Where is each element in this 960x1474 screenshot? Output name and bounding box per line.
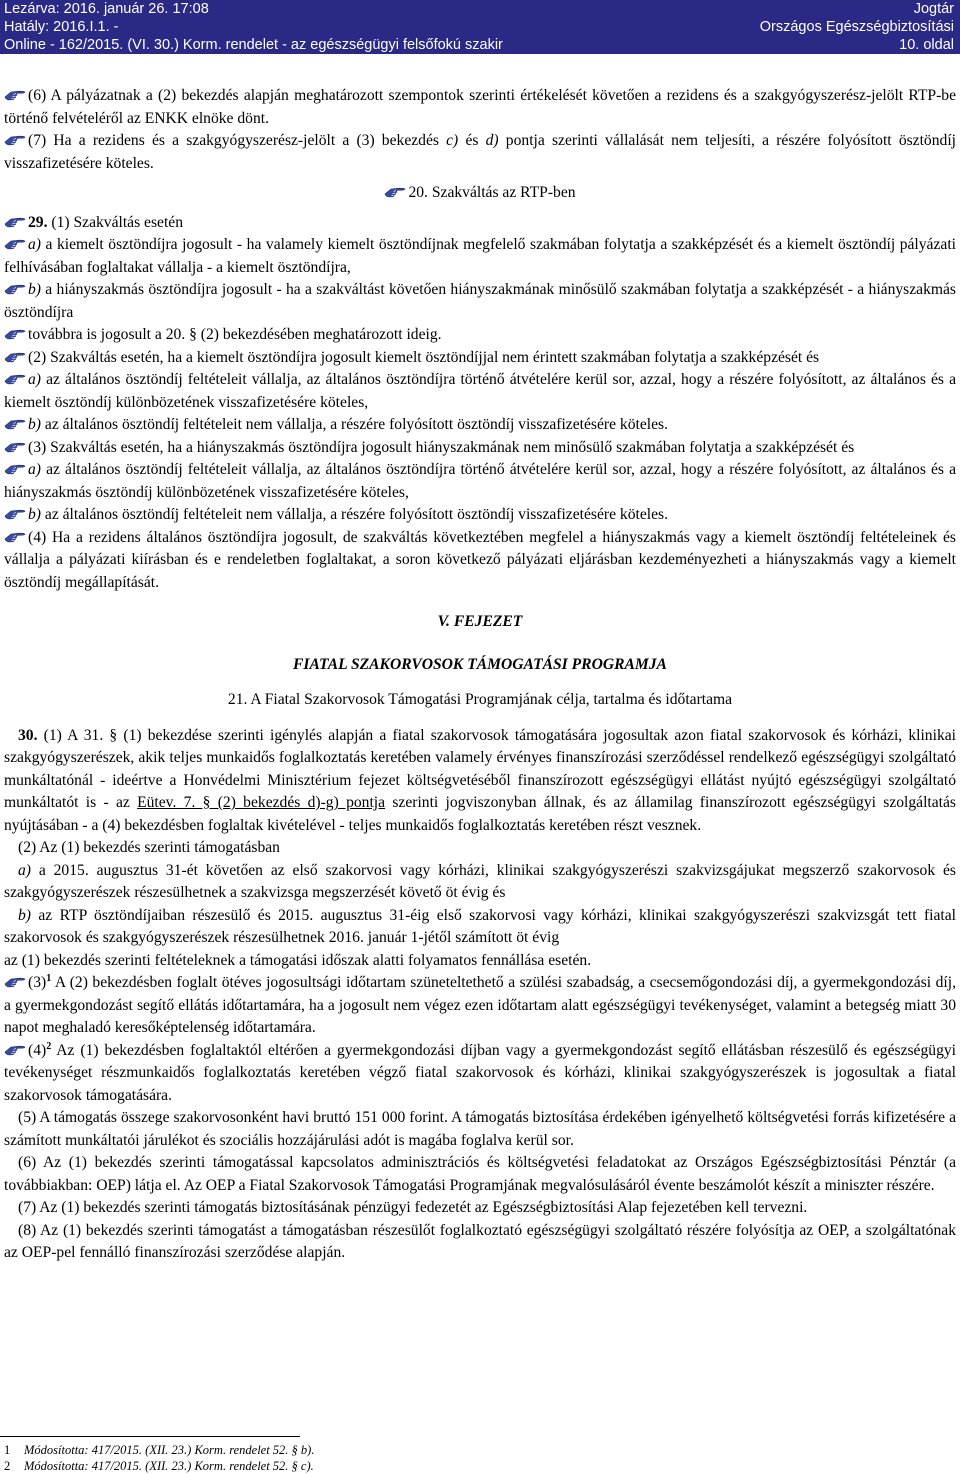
section-29-2-b: b) az általános ösztöndíj feltételeit nem vállalja, a részére folyósított ösztöndíj visszafizetésére köteles.: [4, 414, 956, 437]
paragraph-28-7: (7) Ha a rezidens és a szakgyógyszerész-jelölt a (3) bekezdés c) és d) pontja szerinti vállalását nem teljesíti, a részére folyósított ösztöndíj visszafizetésére köteles.: [4, 132, 956, 172]
chapter-number: V. FEJEZET: [437, 613, 523, 630]
section-30-2: (2) Az (1) bekezdés szerinti támogatásban: [18, 839, 280, 856]
footnote-1: 1 Módosította: 417/2015. (XII. 23.) Korm. rendelet 52. § b).: [4, 1443, 315, 1457]
brand-label: Jogtár: [913, 1, 954, 17]
section-30-5: (5) A támogatás összege szakorvosonként havi bruttó 151 000 forint. A támogatás biztosítása érdekében igényelhető költségvetési forrás kifizetésére a számított munkáltatói járulékot és szociális hozzájárulási adót is magába foglalva kerül sor.: [4, 1109, 956, 1149]
section-20-title: 20. Szakváltás az RTP-ben: [4, 182, 956, 205]
law-reference-link[interactable]: Eütev. 7. § (2) bekezdés d)-g) pontja: [137, 794, 386, 811]
page-number: 10. oldal: [899, 37, 954, 53]
pointing-hand-icon[interactable]: [4, 440, 26, 453]
pointing-hand-icon[interactable]: [4, 372, 26, 385]
pointing-hand-icon[interactable]: [4, 975, 26, 988]
effective-date: Hatály: 2016.I.1. -: [4, 19, 119, 35]
section-21-title: 21. A Fiatal Szakorvosok Támogatási Programjának célja, tartalma és időtartama: [227, 691, 733, 708]
paragraph-28-6: (6) A pályázatnak a (2) bekezdés alapján meghatározott szempontok szerinti értékelését követően a rezidens és a szakgyógyszerész-jelölt RTP-be történő felvételéről az ENKK elnöke dönt.: [4, 87, 956, 127]
section-29-1-tail: továbbra is jogosult a 20. § (2) bekezdésében meghatározott ideig.: [4, 324, 956, 347]
footnote-ref-1[interactable]: 1: [46, 972, 52, 984]
pointing-hand-icon[interactable]: [4, 417, 26, 430]
section-30-8: (8) Az (1) bekezdés szerinti támogatást a támogatásban részesülőt foglalkoztató egészségügyi szolgáltató részére folyósítja az OEP, a szolgáltatónak az OEP-pel fennálló finanszírozási szerződése alapján.: [4, 1221, 956, 1261]
pointing-hand-icon[interactable]: [4, 215, 26, 228]
pointing-hand-icon[interactable]: [4, 350, 26, 363]
footnote-2: 2 Módosította: 417/2015. (XII. 23.) Korm. rendelet 52. § c).: [4, 1459, 314, 1473]
pointing-hand-icon[interactable]: [4, 530, 26, 543]
pointing-hand-icon[interactable]: [4, 88, 26, 101]
section-29-2: (2) Szakváltás esetén, ha a kiemelt ösztöndíjra jogosult kiemelt ösztöndíjjal nem érintett szakmában folytatja a szakképzését és: [4, 347, 956, 370]
closed-date: Lezárva: 2016. január 26. 17:08: [4, 1, 209, 17]
section-29-3-b: b) az általános ösztöndíj feltételeit nem vállalja, a részére folyósított ösztöndíj visszafizetésére köteles.: [4, 504, 956, 527]
section-30-2-a: a) a 2015. augusztus 31-ét követően az első szakorvosi vagy kórházi, klinikai szakgyógyszerészi szakvizsgájukat megszerző szakorvosok és szakgyógyszerészek részesülhetnek a szakvizsga megszerzését követő öt évig és: [4, 861, 956, 901]
pointing-hand-icon[interactable]: [4, 327, 26, 340]
section-30-2-b: b) az RTP ösztöndíjaiban részesülő és 2015. augusztus 31-éig első szakorvosi vagy kórházi, klinikai szakgyógyszerészi szakvizsgát tett fiatal szakorvosok és szakgyógyszerészek részesülhetnek 2016. január 1-jétől számított öt évig: [4, 906, 956, 946]
chapter-title: FIATAL SZAKORVOSOK TÁMOGATÁSI PROGRAMJA: [293, 655, 667, 673]
section-29-4: (4) Ha a rezidens általános ösztöndíjra jogosult, de szakváltás következtében megfelel a hiányszakmás vagy a kiemelt ösztöndíj feltételeinek és vállalja a pályázati kiírásban és e rendeletben foglaltakat, a soron következő pályázati eljárásban kezdeményezheti a hiányszakmás vagy a kiemelt ösztöndíj megállapítását.: [4, 528, 956, 591]
pointing-hand-icon[interactable]: [4, 1043, 26, 1056]
pointing-hand-icon[interactable]: [4, 282, 26, 295]
section-30-2-tail: az (1) bekezdés szerinti feltételeknek a támogatási időszak alatti folyamatos fennállása esetén.: [4, 951, 592, 969]
footnote-divider: [0, 1436, 300, 1437]
section-29-3-a: a) az általános ösztöndíj feltételeit vállalja, az általános ösztöndíjra történő átvételére kerül sor, azzal, hogy a részére folyósított, az általános és a hiányszakmás ösztöndíj különbözetének visszafizetésére köteles,: [4, 461, 956, 501]
section-29-2-a: a) az általános ösztöndíj feltételeit vállalja, az általános ösztöndíjra történő átvételére kerül sor, azzal, hogy a részére folyósított, az általános és a kiemelt ösztöndíj különbözetének visszafizetésére köteles,: [4, 371, 956, 411]
office-label: Országos Egészségbiztosítási: [759, 19, 954, 35]
page-header: [0, 0, 960, 54]
section-29-1-a: a) a kiemelt ösztöndíjra jogosult - ha valamely kiemelt ösztöndíjnak megfelelő szakmában folytatja a szakképzését és a kiemelt ösztöndíj pályázati felhívásában foglaltakat vállalja - a kiemelt ösztöndíjra,: [4, 236, 956, 276]
section-30-6: (6) Az (1) bekezdés szerinti támogatással kapcsolatos adminisztrációs és költségvetési feladatokat az Országos Egészségbiztosítási Pénztár (a továbbiakban: OEP) látja el. Az OEP a Fiatal Szakorvosok Támogatási Programjának megvalósulásáról évente beszámolót készít a miniszter részére.: [4, 1154, 956, 1194]
source-title: Online - 162/2015. (VI. 30.) Korm. rendelet - az egészségügyi felsőfokú szakir: [4, 37, 503, 53]
section-30-3: $(3)^1$ A (2) bekezdésben foglalt ötéves jogosultsági időtartam szüneteltethető a szülési szabadság, a csecsemőgondozási díj, a gyermekgondozási díj, a gyermekgondozást segítő ellátás időtartamára, ha a jogosult nem végez ezen időtartam alatt egészségügyi tevékenységet, valamint a betegség miatt 30 napot meghaladó keresőképtelenség időtartamára.: [4, 972, 956, 1036]
footnotes: [0, 1442, 960, 1474]
section-29-1: 29. (1) Szakváltás esetén: [4, 212, 956, 235]
pointing-hand-icon[interactable]: [4, 507, 26, 520]
section-30-7: (7) Az (1) bekezdés szerinti támogatás biztosításának pénzügyi fedezetét az Egészségbiztosítási Alap fejezetében kell tervezni.: [18, 1199, 808, 1216]
pointing-hand-icon[interactable]: [384, 185, 406, 198]
section-29-1-b: b) a hiányszakmás ösztöndíjra jogosult - ha a szakváltást követően hiányszakmának minősülő szakmában folytatja a szakképzését - a hiányszakmás ösztöndíjra: [4, 281, 956, 321]
section-30-4: $(4)^2$ Az (1) bekezdésben foglaltaktól eltérően a gyermekgondozási díjban vagy a gyermekgondozást segítő ellátásban részesülő és egészségügyi tevékenységet részmunkaidős foglalkoztatás keretében végző fiatal szakorvosok és kórházi, klinikai szakgyógyszerészek is jogosultak a fiatal szakorvosok támogatására.: [4, 1040, 956, 1104]
footnote-ref-2[interactable]: 2: [46, 1040, 52, 1052]
pointing-hand-icon[interactable]: [4, 237, 26, 250]
section-29-3: (3) Szakváltás esetén, ha a hiányszakmás ösztöndíjra jogosult hiányszakmának nem minősülő szakmában folytatja a szakképzését és: [4, 437, 956, 460]
pointing-hand-icon[interactable]: [4, 133, 26, 146]
document-body: [4, 85, 956, 1265]
pointing-hand-icon[interactable]: [4, 462, 26, 475]
section-30-1: 30. (1) A 31. § (1) bekezdése szerinti igénylés alapján a fiatal szakorvosok támogatására jogosultak azon fiatal szakorvosok és kórházi, klinikai szakgyógyszerészek, akik teljes munkaidős foglalkoztatás keretében valamely érvényes finanszírozási szerződéssel rendelkező egészségügyi szolgáltató munkáltatónál - ideértve a Honvédelmi Minisztérium fejezet költségvetéséből finanszírozott egészségügyi ellátást nyújtó egészségügyi szolgáltató munkáltatót is - az Eütev. 7. § (2) bekezdés d)-g) pontja szerinti jogviszonyban állnak, és az államilag finanszírozott egészségügyi szolgáltatás nyújtásában - a (4) bekezdésben foglaltak kivételével - teljes munkaidős foglalkoztatás keretében részt vesznek.: [4, 726, 956, 834]
